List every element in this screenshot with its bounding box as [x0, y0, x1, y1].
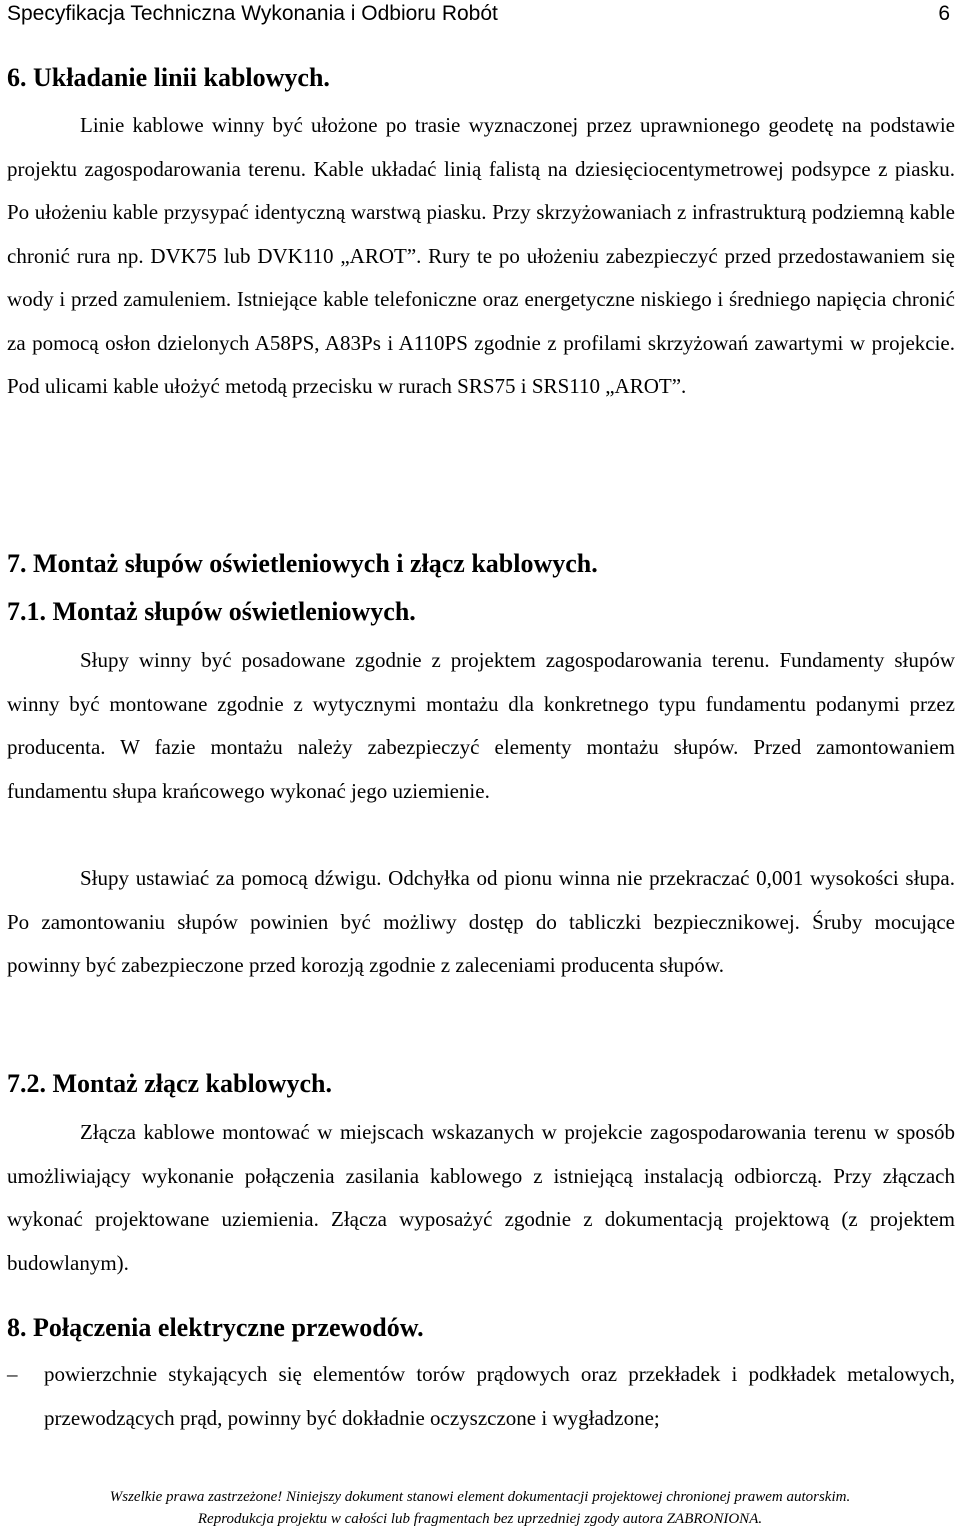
reproduction-notice: Reprodukcja projektu w całości lub fragmentach bez uprzedniej zgody autora ZABRONIONA.: [197, 1511, 763, 1527]
section-7-1-paragraph-2: Słupy ustawiać za pomocą dźwigu. Odchyłka od pionu winna nie przekraczać 0,001 wysokości słupa. Po zamontowaniu słupów powinien być możliwy dostęp do tabliczki bezpiecznikowej. Śruby mocujące powinny być zabezpieczone przed korozją zgodnie z zaleceniami producenta słupów.: [7, 866, 955, 977]
section-7-1-heading: 7.1. Montaż słupów oświetleniowych.: [7, 597, 416, 626]
section-7-2-paragraph: Złącza kablowe montować w miejscach wskazanych w projekcie zagospodarowania terenu w sposób umożliwiający wykonanie połączenia zasilania kablowego z istniejącą instalacją odbiorczą. Przy złączach wykonać projektowane uziemienia. Złącza wyposażyć zgodnie z dokumentacją projektową (z projektem budowlanym).: [7, 1120, 955, 1275]
section-6-heading: 6. Układanie linii kablowych.: [7, 63, 330, 92]
section-8-heading: 8. Połączenia elektryczne przewodów.: [7, 1313, 424, 1342]
list-item-text: powierzchnie stykających się elementów torów prądowych oraz przekładek i podkładek metalowych, przewodzących prąd, powinny być dokładnie oczyszczone i wygładzone;: [44, 1362, 955, 1430]
section-6-paragraph: Linie kablowe winny być ułożone po trasie wyznaczonej przez uprawnionego geodetę na podstawie projektu zagospodarowania terenu. Kable układać linią falistą na dziesięciocentymetrowej podsypce z piasku. Po ułożeniu kable przysypać identyczną warstwą piasku. Przy skrzyżowaniach z infrastrukturą podziemną kable chronić rura np. DVK75 lub DVK110 „AROT”. Rury te po ułożeniu zabezpieczyć przed przedostawaniem się wody i przed zamuleniem. Istniejące kable telefoniczne oraz energetyczne niskiego i średniego napięcia chronić za pomocą osłon dzielonych A58PS, A83Ps i A110PS zgodnie z profilami skrzyżowań zawartymi w projekcie. Pod ulicami kable ułożyć metodą przecisku w rurach SRS75 i SRS110 „AROT”.: [7, 113, 955, 398]
section-7-heading: 7. Montaż słupów oświetleniowych i złącz kablowych.: [7, 549, 598, 578]
section-7-2-heading: 7.2. Montaż złącz kablowych.: [7, 1069, 332, 1098]
section-7-1-paragraph-1: Słupy winny być posadowane zgodnie z projektem zagospodarowania terenu. Fundamenty słupów winny być montowane zgodnie z wytycznymi montażu dla konkretnego typu fundamentu podanymi przez producenta. W fazie montażu należy zabezpieczyć elementy montażu słupów. Przed zamontowaniem fundamentu słupa krańcowego wykonać jego uziemienie.: [7, 648, 955, 803]
bullet-dash: –: [7, 1362, 18, 1386]
copyright-notice: Wszelkie prawa zastrzeżone! Niniejszy dokument stanowi element dokumentacji projektowej chronionej prawem autorskim.: [109, 1489, 851, 1505]
list-item: [7, 1353, 955, 1440]
page-header: [7, 0, 950, 30]
document-title: Specyfikacja Techniczna Wykonania i Odbioru Robót: [7, 2, 498, 25]
page-footer: [0, 1486, 960, 1530]
page-number: 6: [938, 2, 950, 25]
